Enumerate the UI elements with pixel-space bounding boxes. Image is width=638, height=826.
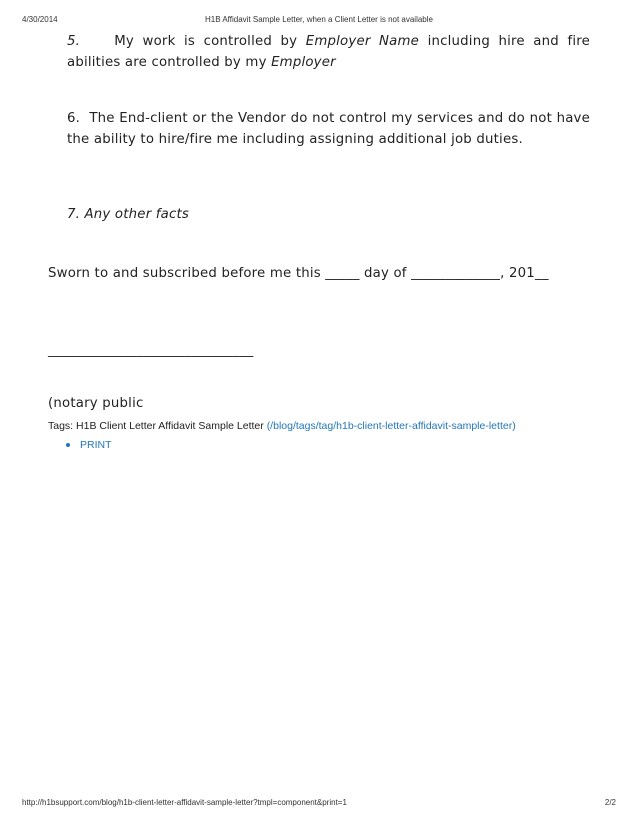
- item-number: 6.: [67, 111, 81, 126]
- signature-line: ______________________________: [48, 343, 254, 358]
- employer-italic: Employer: [271, 55, 336, 70]
- list-item-7: 7. Any other facts: [67, 207, 190, 222]
- notary-public-label: (notary public: [48, 396, 144, 411]
- print-link[interactable]: PRINT: [80, 439, 112, 451]
- item-text: The End-client or the Vendor do not control my services and do not have the ability to hire/fire me including assigning additional job duties.: [67, 111, 591, 147]
- print-title: H1B Affidavit Sample Letter, when a Client Letter is not available: [205, 15, 433, 24]
- list-item-5: [67, 31, 590, 73]
- actions-list: [66, 438, 112, 452]
- item-number: 5.: [67, 34, 81, 49]
- page-number: 2/2: [604, 798, 616, 807]
- item-text-part2: including hire and fire abilities are controlled by my: [67, 34, 590, 70]
- list-item-6: [67, 108, 590, 150]
- tag-name: H1B Client Letter Affidavit Sample Letter: [76, 420, 264, 432]
- sworn-statement: Sworn to and subscribed before me this _____ day of _____________, 201__: [48, 266, 549, 281]
- print-header: [22, 15, 616, 27]
- list-item: [66, 438, 112, 452]
- tags-label: Tags:: [48, 420, 77, 432]
- employer-name-italic: Employer Name: [305, 34, 420, 49]
- page-url: http://h1bsupport.com/blog/h1b-client-letter-affidavit-sample-letter?tmpl=component&print=1: [22, 798, 347, 807]
- bullet-icon: [66, 443, 70, 447]
- tag-link[interactable]: (/blog/tags/tag/h1b-client-letter-affidavit-sample-letter): [266, 420, 516, 432]
- tags-line: [48, 419, 608, 433]
- print-footer: [22, 798, 616, 810]
- item-text-part1: My work is controlled by: [114, 34, 306, 49]
- print-date: 4/30/2014: [22, 15, 58, 24]
